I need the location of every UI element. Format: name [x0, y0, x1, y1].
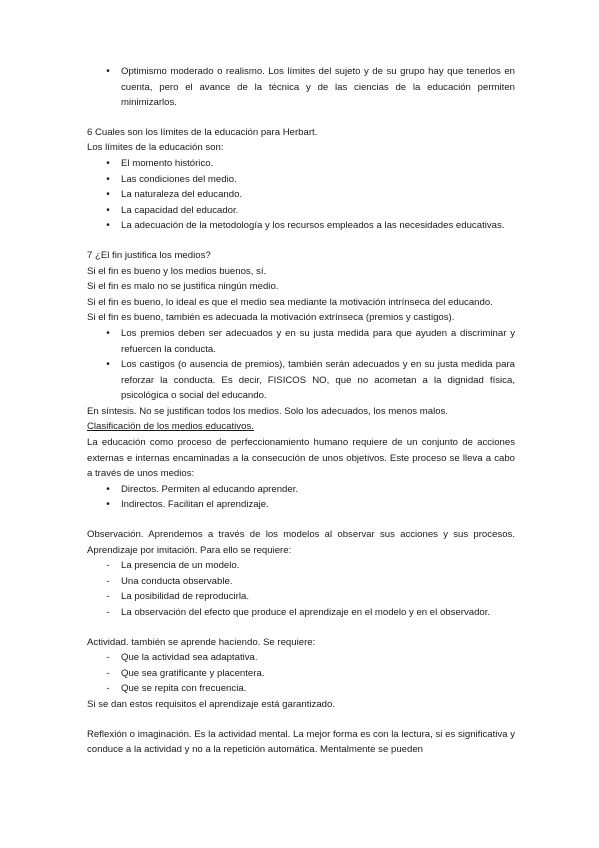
paragraph-line: Si el fin es bueno y los medios buenos, sí.	[87, 265, 267, 277]
section-heading: Clasificación de los medios educativos.	[87, 421, 254, 433]
list-item	[87, 574, 515, 590]
bullet-icon: •	[106, 359, 110, 371]
list-item	[87, 589, 515, 605]
activity-list	[87, 650, 515, 697]
observation-list	[87, 558, 515, 620]
dash-icon: -	[106, 683, 110, 695]
list-item	[87, 681, 515, 697]
observation-paragraph: Observación. Aprendemos a través de los modelos al observar sus acciones y sus procesos. Aprendizaje por imitación. Para ello se requiere:	[87, 529, 515, 556]
list-item-text: La capacidad del educador.	[121, 204, 239, 216]
bullet-icon: •	[106, 327, 110, 339]
list-item	[87, 605, 515, 621]
list-item-text: Los castigos (o ausencia de premios), también serán adecuados y en su justa medida para reforzar la conducta. Es decir, FISICOS NO, que no acometan a la dignidad física, psicológica o social del educando.	[121, 359, 515, 402]
list-item-text: Las condiciones del medio.	[121, 173, 237, 185]
means-list	[87, 482, 515, 513]
dash-icon: -	[106, 560, 110, 572]
list-item-text: La adecuación de la metodología y los recursos empleados a las necesidades educativas.	[121, 220, 505, 232]
bullet-icon: •	[106, 220, 110, 232]
dash-icon: -	[106, 591, 110, 603]
list-item	[87, 666, 515, 682]
list-item-text: La posibilidad de reproducirla.	[121, 591, 249, 603]
list-item-text: La observación del efecto que produce el aprendizaje en el modelo y en el observador.	[121, 607, 491, 618]
list-item-text: Que se repita con frecuencia.	[121, 683, 247, 695]
list-item-text: Una conducta observable.	[121, 575, 233, 587]
question-7-title: 7 ¿El fin justifica los medios?	[87, 249, 211, 261]
list-item-text: Directos. Permiten al educando aprender.	[121, 483, 299, 495]
list-item	[87, 326, 515, 357]
list-item	[87, 187, 515, 203]
reflection-paragraph: Reflexión o imaginación. Es la actividad mental. La mejor forma es con la lectura, si es significativa y conduce a la actividad y no a la repetición automática. Mentalmente se pueden	[87, 728, 515, 756]
question-6-lead: Los límites de la educación son:	[87, 142, 224, 154]
list-item	[87, 156, 515, 172]
list-item	[87, 650, 515, 666]
activity-lead: Actividad. también se aprende haciendo. Se requiere:	[87, 636, 316, 648]
list-item-text: El momento histórico.	[121, 157, 214, 169]
rewards-list	[87, 326, 515, 404]
paragraph-line: Si el fin es malo no se justifica ningún medio.	[87, 281, 279, 293]
paragraph-line: Si el fin es bueno, también es adecuada la motivación extrínseca (premios y castigos).	[87, 312, 455, 324]
list-item	[87, 218, 515, 234]
document-body	[87, 64, 515, 758]
section-paragraph: La educación como proceso de perfeccionamiento humano requiere de un conjunto de acciones externas e internas encaminadas a la consecución de unos objetivos. Este proceso se lleva a cabo a través de unos medios:	[87, 437, 515, 480]
dash-icon: -	[106, 667, 110, 679]
list-item	[87, 172, 515, 188]
list-item	[87, 203, 515, 219]
summary-line: En síntesis. No se justifican todos los medios. Solo los adecuados, los menos malos.	[87, 405, 449, 417]
list-item	[87, 482, 515, 498]
question-6-title: 6 Cuales son los límites de la educación para Herbart.	[87, 126, 318, 138]
list-item-text: Que la actividad sea adaptativa.	[121, 652, 258, 664]
bullet-icon: •	[106, 483, 110, 495]
bullet-icon: •	[106, 204, 110, 216]
dash-icon: -	[106, 607, 110, 618]
list-item-text: Indirectos. Facilitan el aprendizaje.	[121, 499, 269, 511]
dash-icon: -	[106, 575, 110, 587]
bullet-icon: •	[106, 499, 110, 511]
list-item	[87, 64, 515, 111]
bullet-icon: •	[106, 189, 110, 201]
bullet-icon: •	[106, 173, 110, 185]
bullet-icon: •	[106, 66, 110, 77]
list-item-text: Que sea gratificante y placentera.	[121, 667, 265, 679]
intro-list	[87, 64, 515, 111]
intro-bullet-text: Optimismo moderado o realismo. Los límites del sujeto y de su grupo hay que tenerlos en cuenta, pero el avance de la técnica y de las ciencias de la educación permiten minimizarlos.	[121, 66, 515, 109]
list-item	[87, 558, 515, 574]
limits-list	[87, 156, 515, 234]
list-item-text: La naturaleza del educando.	[121, 189, 243, 201]
list-item-text: Los premios deben ser adecuados y en su justa medida para que ayuden a discriminar y refuercen la conducta.	[121, 327, 515, 355]
list-item	[87, 497, 515, 513]
paragraph-line: Si el fin es bueno, lo ideal es que el medio sea mediante la motivación intrínseca del educando.	[87, 296, 493, 308]
activity-conclusion: Si se dan estos requisitos el aprendizaje está garantizado.	[87, 698, 335, 710]
dash-icon: -	[106, 652, 110, 664]
bullet-icon: •	[106, 157, 110, 169]
list-item-text: La presencia de un modelo.	[121, 560, 240, 572]
list-item	[87, 357, 515, 404]
